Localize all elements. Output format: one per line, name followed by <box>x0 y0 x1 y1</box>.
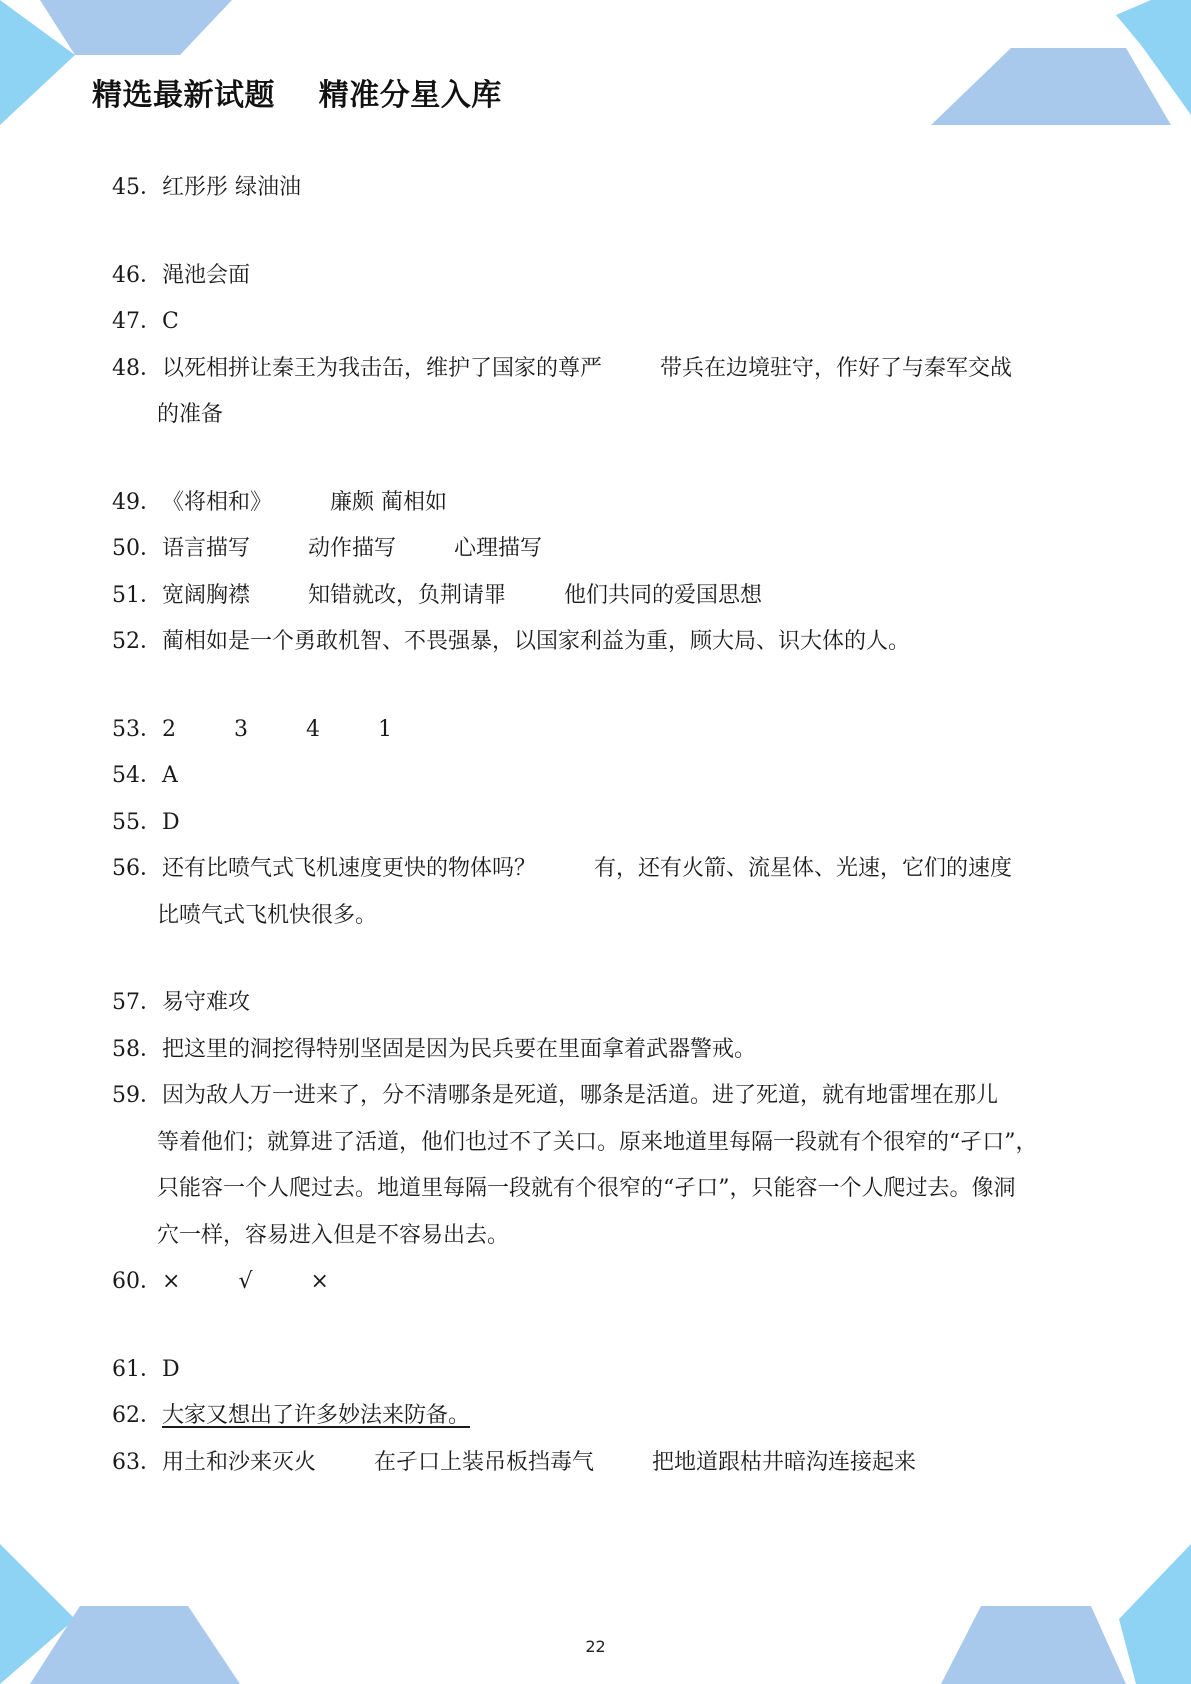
spacer <box>112 1306 1082 1347</box>
answer-number: 55． <box>112 809 162 835</box>
answer-text: 知错就改，负荆请罪 <box>308 582 507 608</box>
answer-text: 4 <box>306 716 320 742</box>
top-right-decoration <box>931 0 1191 130</box>
answer-number: 57． <box>112 990 162 1015</box>
answer-item <box>112 526 1082 573</box>
answer-continuation: 比喷气式飞机快很多。 <box>157 902 378 928</box>
answer-text: 宽阔胸襟 <box>162 582 251 608</box>
answer-number: 46． <box>112 262 162 288</box>
answer-text: 语言描写 <box>162 536 251 561</box>
answer-text: 把地道跟枯井暗沟连接起来 <box>652 1449 917 1475</box>
answer-item <box>112 619 1082 666</box>
answer-item <box>112 1027 1082 1074</box>
answer-number: 50． <box>112 536 162 561</box>
answer-number: 62． <box>112 1403 162 1428</box>
answer-item <box>112 573 1082 620</box>
answer-number: 59． <box>112 1083 162 1108</box>
answer-text: D <box>162 809 180 835</box>
answer-text: 在孑口上装吊板挡毒气 <box>374 1449 595 1475</box>
answer-text: 用土和沙来灭火 <box>162 1449 317 1475</box>
answer-text: 渑池会面 <box>162 262 251 288</box>
page-number: 22 <box>585 1637 606 1656</box>
answer-item <box>112 253 1082 300</box>
answer-number: 53． <box>112 716 162 742</box>
answer-number: 60． <box>112 1269 162 1294</box>
answer-text: C <box>162 309 179 334</box>
spacer <box>112 439 1082 480</box>
answer-continuation: 的准备 <box>157 402 224 427</box>
answer-text: 《将相和》 <box>162 489 273 515</box>
answer-number: 47． <box>112 309 162 334</box>
answer-list <box>112 165 1082 1486</box>
bottom-left-decoration <box>0 1544 250 1684</box>
bottom-right-decoration <box>941 1544 1191 1684</box>
answer-continuation: 只能容一个人爬过去。地道里每隔一段就有个很窄的“孑口”，只能容一个人爬过去。像洞 <box>157 1176 1016 1201</box>
answer-text: 他们共同的爱国思想 <box>564 582 763 608</box>
answer-continuation: 穴一样，容易进入但是不容易出去。 <box>157 1222 510 1248</box>
answer-item <box>112 480 1082 527</box>
answer-number: 63． <box>112 1449 162 1475</box>
answer-number: 56． <box>112 856 162 881</box>
answer-text: 动作描写 <box>308 536 397 561</box>
answer-text: 把这里的洞挖得特别坚固是因为民兵要在里面拿着武器警戒。 <box>162 1036 757 1062</box>
answer-text: × <box>162 1269 181 1294</box>
header-title: 精选最新试题 精准分星入库 <box>92 78 502 113</box>
spacer <box>112 939 1082 980</box>
answer-text: 心理描写 <box>454 536 543 561</box>
answer-number: 61． <box>112 1356 162 1382</box>
answer-item <box>112 1440 1082 1487</box>
answer-text: 因为敌人万一进来了，分不清哪条是死道，哪条是活道。进了死道，就有地雷埋在那儿 <box>162 1083 999 1108</box>
answer-text: 以死相拼让秦王为我击缶，维护了国家的尊严 <box>162 355 603 381</box>
answer-item <box>112 980 1082 1027</box>
answer-text: 1 <box>378 716 392 742</box>
answer-text: 易守难攻 <box>162 990 251 1015</box>
answer-number: 54． <box>112 763 162 788</box>
answer-item <box>112 346 1082 439</box>
answer-text: 带兵在边境驻守，作好了与秦军交战 <box>660 355 1013 381</box>
answer-text: A <box>162 763 178 788</box>
answer-text: 廉颇 蔺相如 <box>330 489 448 515</box>
answer-item <box>112 1073 1082 1259</box>
answer-item <box>112 846 1082 939</box>
answer-continuation: 等着他们；就算进了活道，他们也过不了关口。原来地道里每隔一段就有个很窄的“孑口”， <box>157 1129 1038 1155</box>
answer-number: 48． <box>112 355 162 381</box>
answer-text: 有，还有火箭、流星体、光速，它们的速度 <box>594 856 1013 881</box>
answer-item <box>112 1259 1082 1306</box>
spacer <box>112 212 1082 253</box>
answer-text: 2 <box>162 716 176 742</box>
answer-number: 52． <box>112 629 162 654</box>
answer-text: × <box>310 1269 329 1294</box>
answer-item <box>112 707 1082 754</box>
answer-text: 大家又想出了许多妙法来防备。 <box>162 1403 471 1428</box>
spacer <box>112 666 1082 707</box>
answer-item <box>112 1393 1082 1440</box>
answer-item <box>112 1347 1082 1394</box>
answer-item <box>112 165 1082 212</box>
answer-text: 红彤彤 绿油油 <box>162 175 301 200</box>
answer-text: 蔺相如是一个勇敢机智、不畏强暴，以国家利益为重，顾大局、识大体的人。 <box>162 629 911 654</box>
answer-number: 49． <box>112 489 162 515</box>
answer-text: 还有比喷气式飞机速度更快的物体吗？ <box>162 856 537 881</box>
answer-text: √ <box>238 1269 253 1294</box>
answer-text: D <box>162 1356 180 1382</box>
answer-text: 3 <box>234 716 248 742</box>
answer-item <box>112 299 1082 346</box>
answer-item <box>112 800 1082 847</box>
answer-item <box>112 753 1082 800</box>
answer-number: 51． <box>112 582 162 608</box>
answer-number: 58． <box>112 1036 162 1062</box>
answer-number: 45． <box>112 175 162 200</box>
